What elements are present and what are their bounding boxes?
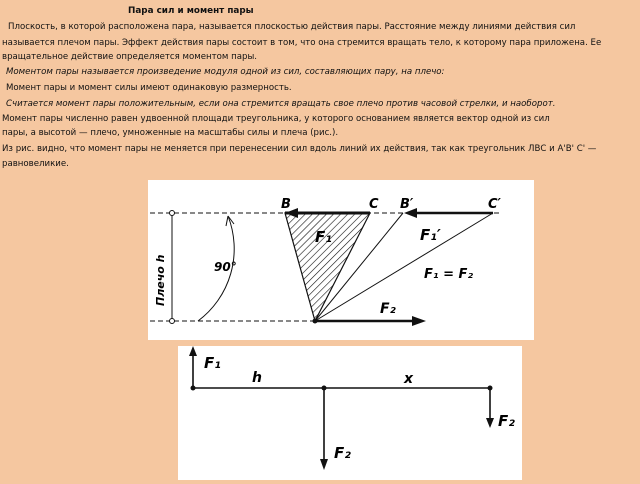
numeric-line-2: пары, а высотой — плечо, умноженные на масштабы силы и плеча (рис.). xyxy=(2,128,339,138)
force-F2-arrowhead xyxy=(320,459,328,470)
label2-x: x xyxy=(404,371,414,387)
dimension-note: Момент пары и момент силы имеют одинаковую размерность. xyxy=(6,83,292,93)
arm-bottom-point xyxy=(170,319,175,324)
sign-rule: Считается момент пары положительным, если она стремится вращать свое плечо против часовой стрелки, и наоборот. xyxy=(6,99,556,109)
point-A xyxy=(313,319,318,324)
figure-couple-triangles-svg xyxy=(148,180,534,340)
label2-F2: F₂ xyxy=(334,444,351,462)
paragraph-plane-line-2: называется плечом пары. Эффект действия пары состоит в том, что она стремится вращать тело, к которому пара приложена. Ее xyxy=(2,38,602,48)
label-C: C xyxy=(369,197,379,212)
label2-F1: F₁ xyxy=(204,354,221,372)
force-F1-arrowhead xyxy=(189,346,197,356)
label-B: B xyxy=(281,197,291,212)
figure-couple-forces-svg xyxy=(178,346,522,480)
label-F1prime: F₁′ xyxy=(420,226,441,244)
point-middle xyxy=(322,386,327,391)
paragraph-plane-line-3: вращательное действие определяется моментом пары. xyxy=(2,52,258,62)
label2-h: h xyxy=(252,370,262,386)
figure-couple-triangles xyxy=(148,180,534,340)
force-F2-head xyxy=(412,316,426,326)
figure-note-line-1: Из рис. видно, что момент пары не меняется при перенесении сил вдоль линий их действия, так как треугольник ЛВС и А'В' С' — xyxy=(2,144,597,154)
arm-top-point xyxy=(170,211,175,216)
label-Bprime: B′ xyxy=(400,197,414,212)
page-title: Пара сил и момент пары xyxy=(128,6,254,16)
label2-Fright: F₂ xyxy=(498,412,515,430)
label-equation: F₁ = F₂ xyxy=(424,267,474,282)
label-F2: F₂ xyxy=(380,301,396,317)
numeric-line-1: Момент пары численно равен удвоенной площади треугольника, у которого основанием является вектор одной из сил xyxy=(2,114,550,124)
figure-note-line-2: равновеликие. xyxy=(2,159,69,169)
point-left xyxy=(191,386,196,391)
definition-moment: Моментом пары называется произведение модуля одной из сил, составляющих пару, на плечо: xyxy=(6,67,445,77)
paragraph-plane-line-1: Плоскость, в которой расположена пара, называется плоскостью действия пары. Расстояние между линиями действия сил xyxy=(8,22,576,32)
label-Cprime: C′ xyxy=(488,197,501,212)
figure-couple-forces xyxy=(178,346,522,480)
point-right xyxy=(488,386,493,391)
label-angle: 90° xyxy=(214,260,237,274)
label-F1: F₁ xyxy=(315,228,332,246)
label-arm: Плечо h xyxy=(154,254,167,306)
force-right-arrowhead xyxy=(486,418,494,428)
